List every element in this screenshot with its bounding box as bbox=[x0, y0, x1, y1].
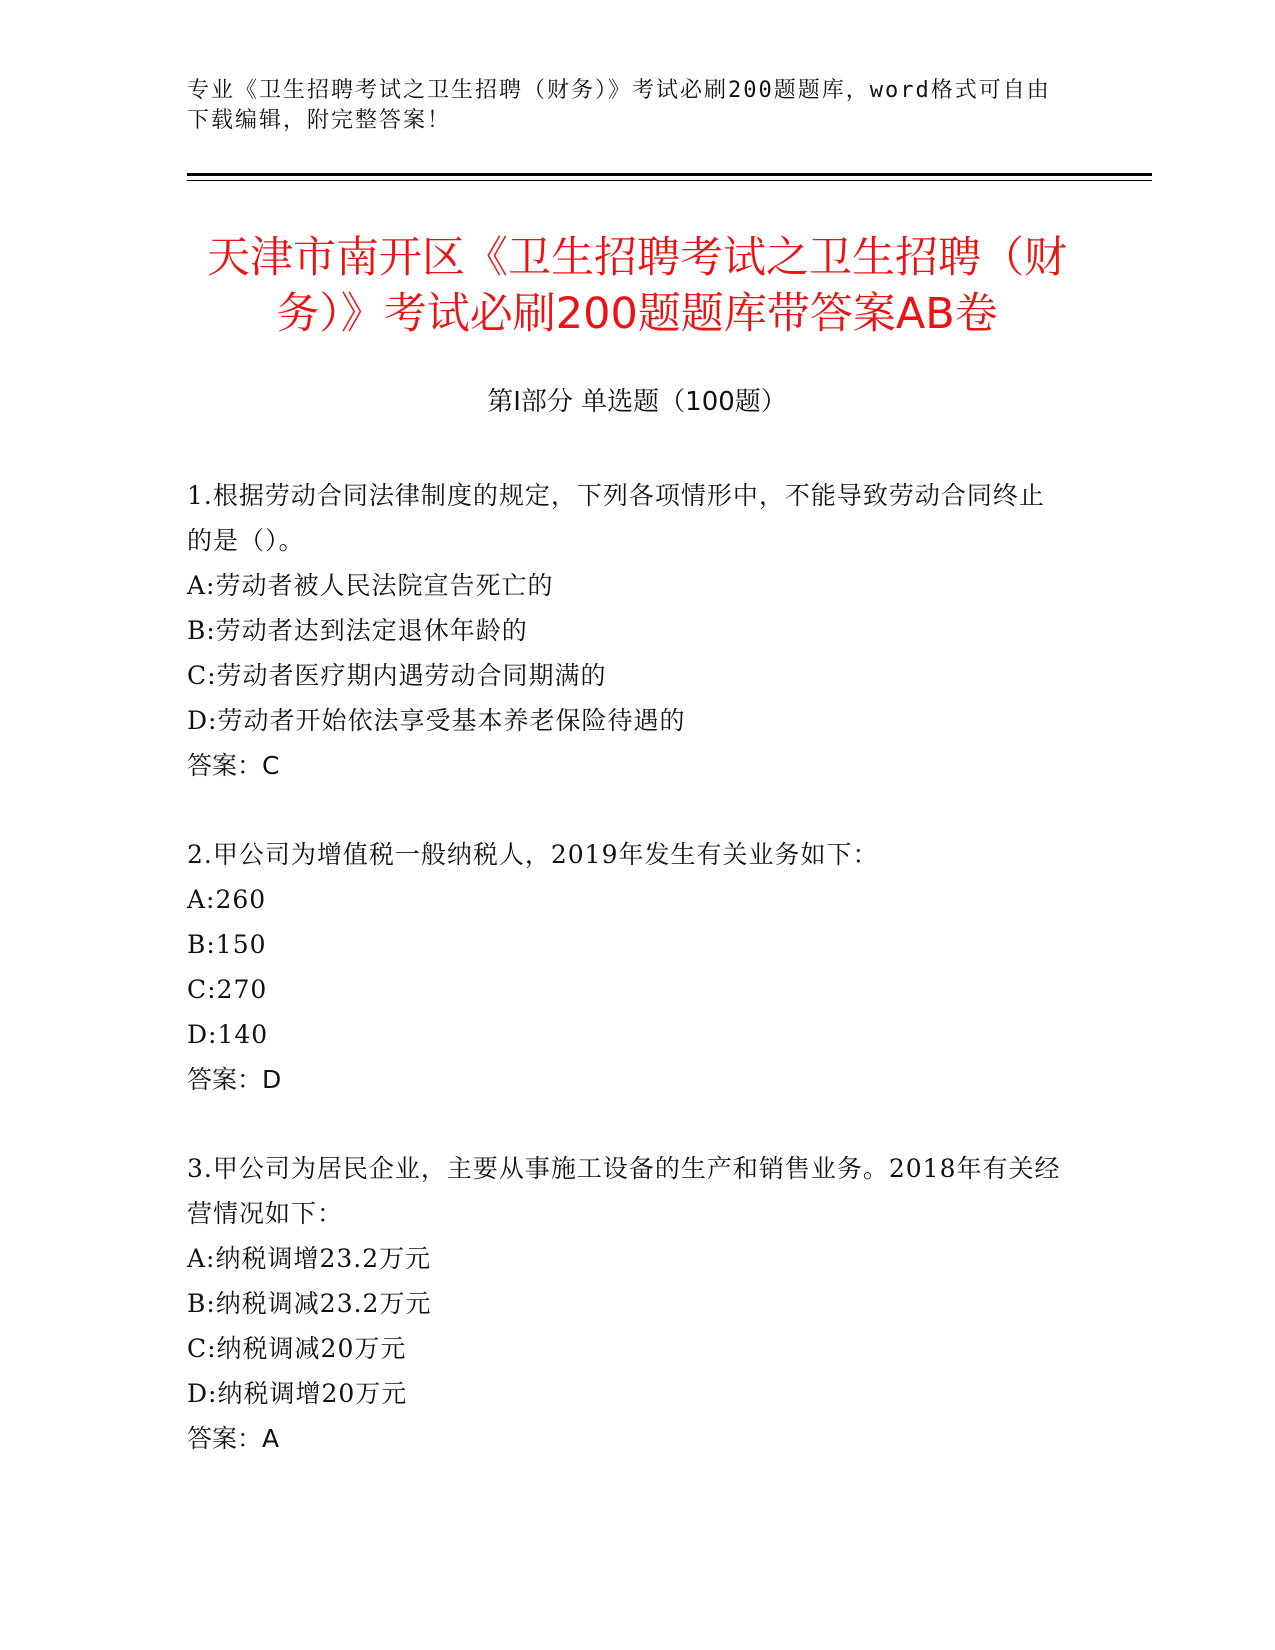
option-d: D:劳动者开始依法享受基本养老保险待遇的 bbox=[187, 706, 686, 735]
header-note: 专业《卫生招聘考试之卫生招聘（财务）》考试必刷200题题库，word格式可自由下载编辑，附完整答案！ bbox=[187, 78, 1051, 133]
question-3 bbox=[187, 1146, 1067, 1461]
option-b: B:150 bbox=[187, 930, 267, 959]
question-list bbox=[187, 473, 1067, 1505]
option-a: A:260 bbox=[187, 885, 267, 914]
option-a: A:纳税调增23.2万元 bbox=[187, 1244, 432, 1273]
answer: 答案：D bbox=[187, 1065, 282, 1094]
option-c: C:270 bbox=[187, 975, 268, 1004]
header-rule-thin bbox=[187, 180, 1152, 181]
option-a: A:劳动者被人民法院宣告死亡的 bbox=[187, 571, 554, 600]
option-b: B:纳税调减23.2万元 bbox=[187, 1289, 432, 1318]
question-2 bbox=[187, 832, 1067, 1102]
option-b: B:劳动者达到法定退休年龄的 bbox=[187, 616, 528, 645]
answer: 答案：C bbox=[187, 751, 280, 780]
question-stem: 2.甲公司为增值税一般纳税人，2019年发生有关业务如下： bbox=[187, 840, 879, 869]
section-title: 第I部分 单选题（100题） bbox=[487, 387, 787, 417]
document-title: 天津市南开区《卫生招聘考试之卫生招聘（财务）》考试必刷200题题库带答案AB卷 bbox=[207, 233, 1067, 339]
option-c: C:劳动者医疗期内遇劳动合同期满的 bbox=[187, 661, 607, 690]
question-stem: 3.甲公司为居民企业，主要从事施工设备的生产和销售业务。2018年有关经营情况如下： bbox=[187, 1154, 1061, 1228]
header-rule-thick bbox=[187, 173, 1152, 176]
question-1 bbox=[187, 473, 1067, 788]
answer: 答案：A bbox=[187, 1424, 280, 1453]
question-stem: 1.根据劳动合同法律制度的规定，下列各项情形中，不能导致劳动合同终止的是（）。 bbox=[187, 481, 1045, 555]
option-d: D:纳税调增20万元 bbox=[187, 1379, 408, 1408]
option-d: D:140 bbox=[187, 1020, 269, 1049]
option-c: C:纳税调减20万元 bbox=[187, 1334, 407, 1363]
